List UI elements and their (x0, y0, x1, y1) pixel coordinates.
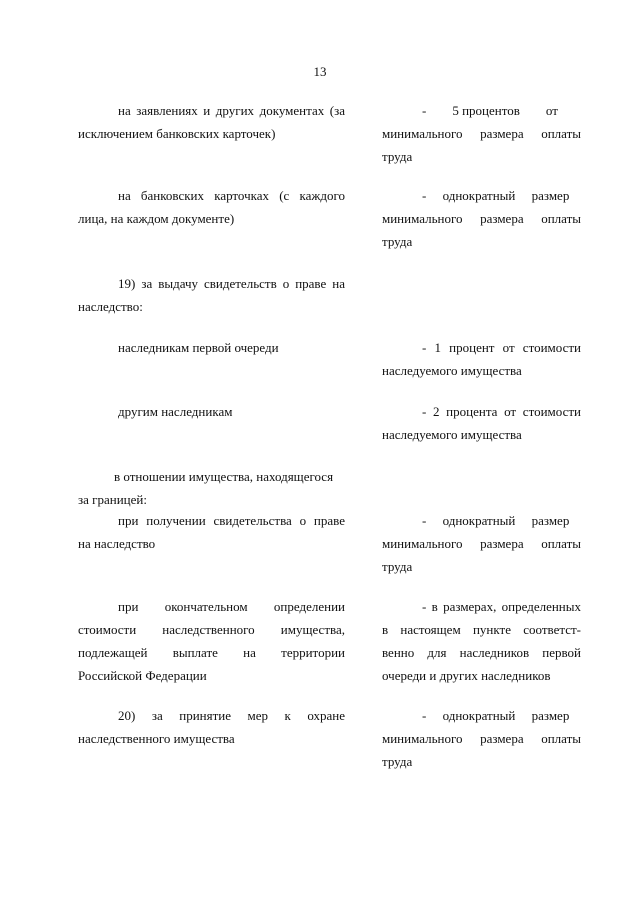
entry-5-right-line-1: - 2 процента от стоимости (422, 404, 581, 419)
entry-1-right (382, 99, 581, 168)
entry-7-left-line-2: на наследство (78, 536, 156, 551)
entry-8-left-line-1: при окончательном определении (118, 599, 345, 614)
entry-8-left-line-2: стоимости наследственного имущества, (78, 622, 345, 637)
entry-9-left (78, 704, 345, 750)
entry-2-right (382, 184, 581, 253)
page-number: 13 (313, 64, 327, 79)
entry-5-left-line-1: другим наследникам (118, 404, 233, 419)
entry-1-right-line-1: - 5 процентов от (422, 103, 558, 118)
entry-2-right-line-2: минимального размера оплаты (382, 211, 581, 226)
entry-7-left (78, 509, 345, 555)
entry-7-left-line-1: при получении свидетельства о праве (118, 513, 345, 528)
entry-3-left-line-1: 19) за выдачу свидетельств о праве на (118, 276, 345, 291)
entry-7-right-line-1: - однократный размер (422, 513, 570, 528)
entry-1-left (78, 99, 345, 145)
entry-6-left-line-1: в отношении имущества, находящегося (114, 469, 334, 484)
entry-6-left (78, 465, 345, 511)
entry-8-right-line-2: в настоящем пункте соответст- (382, 622, 581, 637)
entry-4-left-line-1: наследникам первой очереди (118, 340, 279, 355)
entry-5-left (78, 400, 345, 423)
entry-2-right-line-3: труда (382, 234, 413, 249)
entry-4-left (78, 336, 345, 359)
entry-9-right-line-3: труда (382, 754, 413, 769)
entry-1-right-line-2: минимального размера оплаты (382, 126, 581, 141)
entry-9-right-line-1: - однократный размер (422, 708, 570, 723)
entry-1-left-line-1: на заявлениях и других документах (за (118, 103, 345, 118)
entry-4-right-line-2: наследуемого имущества (382, 363, 522, 378)
entry-7-right-line-3: труда (382, 559, 413, 574)
entry-9-left-line-2: наследственного имущества (78, 731, 235, 746)
entry-8-left-line-4: Российской Федерации (78, 668, 207, 683)
entry-7-right (382, 509, 581, 578)
entry-4-right-line-1: - 1 процент от стоимости (422, 340, 581, 355)
entry-8-right-line-4: очереди и других наследников (382, 668, 551, 683)
entry-9-left-line-1: 20) за принятие мер к охране (118, 708, 345, 723)
entry-1-right-line-3: труда (382, 149, 413, 164)
entry-6-left-line-2: за границей: (78, 492, 147, 507)
entry-9-right-line-2: минимального размера оплаты (382, 731, 581, 746)
entry-1-left-line-2: исключением банковских карточек) (78, 126, 276, 141)
entry-8-left (78, 595, 345, 687)
entry-8-right-line-3: венно для наследников первой (382, 645, 581, 660)
entry-2-left-line-1: на банковских карточках (с каждого (118, 188, 345, 203)
entry-9-right (382, 704, 581, 773)
entry-3-left (78, 272, 345, 318)
entry-2-left (78, 184, 345, 230)
entry-2-right-line-1: - однократный размер (422, 188, 570, 203)
entry-4-right (382, 336, 581, 382)
entry-8-right (382, 595, 581, 687)
entry-8-left-line-3: подлежащей выплате на территории (78, 645, 345, 660)
entry-3-left-line-2: наследство: (78, 299, 143, 314)
entry-7-right-line-2: минимального размера оплаты (382, 536, 581, 551)
entry-5-right-line-2: наследуемого имущества (382, 427, 522, 442)
entry-5-right (382, 400, 581, 446)
entry-2-left-line-2: лица, на каждом документе) (78, 211, 235, 226)
entry-8-right-line-1: - в размерах, определенных (422, 599, 581, 614)
